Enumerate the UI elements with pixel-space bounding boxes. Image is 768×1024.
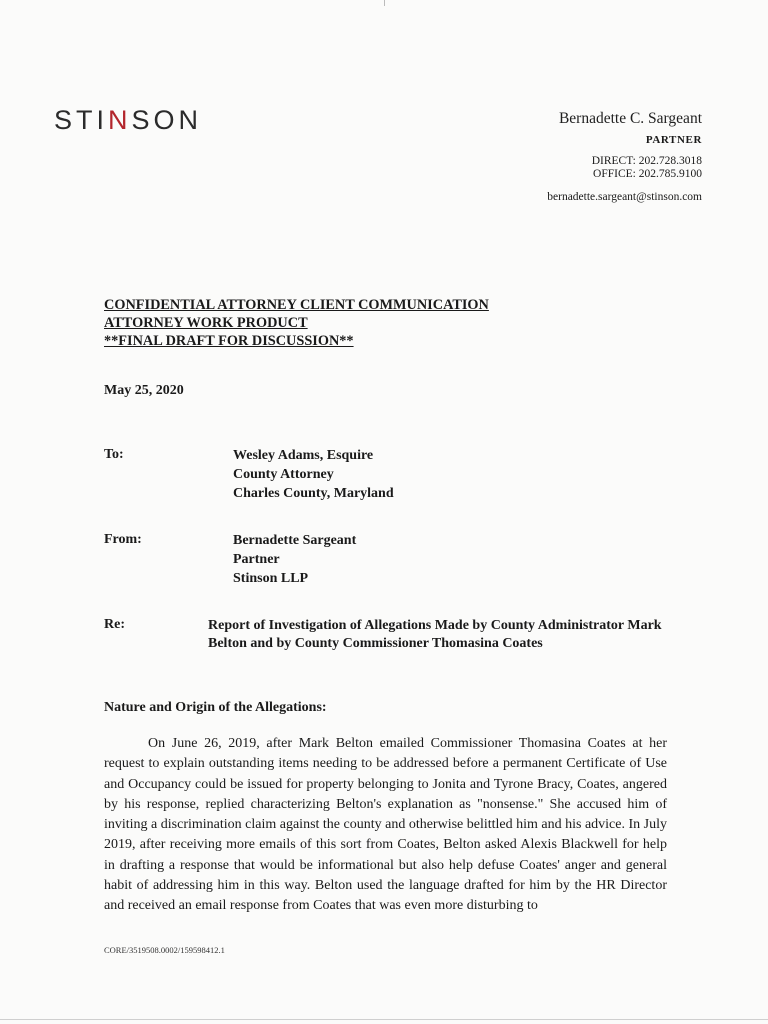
sender-name: Bernadette C. Sargeant [558,110,702,127]
sender-office-phone: OFFICE: 202.785.9100 [593,168,702,180]
page-edge [0,1019,768,1020]
sender-title: PARTNER [645,134,702,146]
banner-line-1: CONFIDENTIAL ATTORNEY CLIENT COMMUNICATION [104,297,489,313]
to-line-2: County Attorney [233,467,334,482]
scan-mark [384,0,385,6]
logo-accent-letter: N [108,105,132,135]
from-line-1: Bernadette Sargeant [233,533,357,548]
confidentiality-banner [104,296,489,350]
logo-prefix: STI [54,105,109,135]
from-line-2: Partner [233,552,280,567]
body-paragraph: On June 26, 2019, after Mark Belton emailed Commissioner Thomasina Coates at her request to explain outstanding items needing to be addressed before a permanent Certificate of Use and Occupancy could be issued for property belonging to Jonita and Tyrone Bracy, Coates, angered by his response, replied characterizing Belton's explanation as "nonsense." She accused him of inviting a discrimination claim against the county and otherwise belittled him and his advice. In July 2019, after receiving more emails of this sort from Coates, Belton asked Alexis Blackwell for help in drafting a response that would be informational but also help defuse Coates' anger and general habit of addressing him in this way. Belton used the language drafted for him by the HR Director and received an email response from Coates that was even more disturbing to [104,736,667,914]
stinson-logo [54,105,202,136]
to-line-1: Wesley Adams, Esquire [233,448,374,463]
re-subject: Report of Investigation of Allegations Made by County Administrator Mark Belton and by County Commissioner Thomasina Coates [208,618,662,651]
banner-line-3: **FINAL DRAFT FOR DISCUSSION** [104,333,354,349]
section-heading: Nature and Origin of the Allegations: [104,700,327,715]
to-recipient [233,446,394,503]
from-sender [233,531,356,588]
banner-line-2: ATTORNEY WORK PRODUCT [104,315,308,331]
sender-email: bernadette.sargeant@stinson.com [547,191,702,203]
to-line-3: Charles County, Maryland [233,486,394,501]
logo-suffix: SON [131,105,203,135]
re-label: Re: [104,617,125,632]
sender-direct-phone: DIRECT: 202.728.3018 [591,155,702,167]
letter-date: May 25, 2020 [104,383,184,398]
to-label: To: [104,447,124,462]
document-id: CORE/3519508.0002/159598412.1 [104,945,225,955]
from-line-3: Stinson LLP [233,571,309,586]
sender-block [547,110,702,203]
from-label: From: [104,532,142,547]
